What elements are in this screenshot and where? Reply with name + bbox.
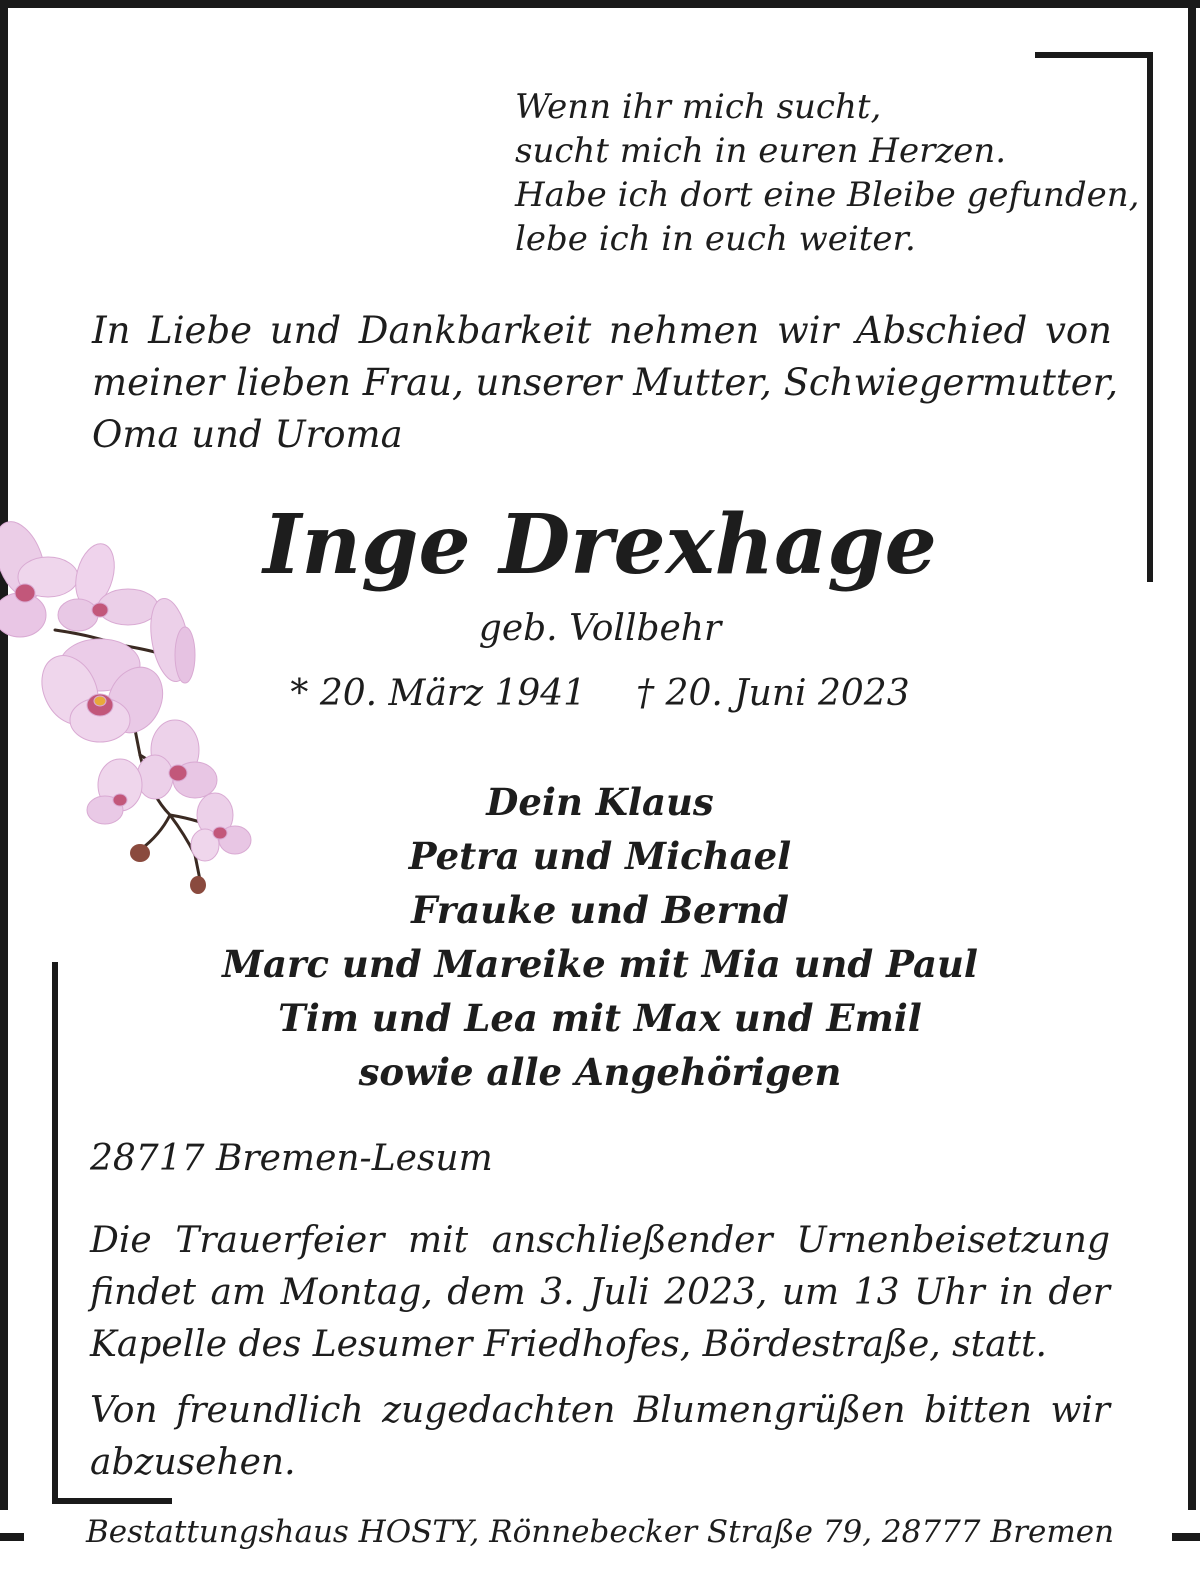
poem-line: Habe ich dort eine Bleibe gefunden, xyxy=(515,175,1140,215)
flowers-line: abzusehen. xyxy=(90,1442,296,1483)
place-line: 28717 Bremen-Lesum xyxy=(90,1138,493,1179)
service-line: findet am Montag, dem 3. Juli 2023, um 13 Uhr in der xyxy=(90,1272,1110,1313)
frame-border-right xyxy=(1188,0,1196,1510)
intro-line: In Liebe und Dankbarkeit nehmen wir Abschied von xyxy=(92,309,1112,352)
mourner-line: Tim und Lea mit Max und Emil xyxy=(278,996,922,1040)
bracket-bottom-left-vertical xyxy=(52,962,58,1504)
mourner-line: Frauke und Bernd xyxy=(411,888,789,932)
intro-line: meiner lieben Frau, unserer Mutter, Schwiegermutter, xyxy=(92,361,1119,404)
flowers-line: Von freundlich zugedachten Blumengrüßen bitten wir xyxy=(90,1390,1110,1431)
frame-border-top xyxy=(0,0,1200,8)
poem xyxy=(515,85,1155,261)
orchid-flower xyxy=(31,639,173,742)
death-date: † 20. Juni 2023 xyxy=(636,673,910,714)
bracket-bottom-left-horizontal xyxy=(52,1498,172,1504)
bracket-top-right-horizontal xyxy=(1035,52,1153,58)
deceased-name: Inge Drexhage xyxy=(263,497,937,593)
mourners-list xyxy=(200,775,1000,1099)
flowers-note xyxy=(90,1385,1110,1489)
frame-tick-bottom-left xyxy=(0,1533,24,1541)
mourner-line: sowie alle Angehörigen xyxy=(358,1050,842,1094)
mourner-line: Marc und Mareike mit Mia und Paul xyxy=(222,942,978,986)
intro-line: Oma und Uroma xyxy=(92,413,403,456)
service-info xyxy=(90,1215,1110,1371)
funeral-home-footer: Bestattungshaus HOSTY, Rönnebecker Straße 79, 28777 Bremen xyxy=(85,1514,1115,1550)
poem-line: Wenn ihr mich sucht, xyxy=(515,87,882,127)
poem-line: sucht mich in euren Herzen. xyxy=(515,131,1007,171)
service-line: Kapelle des Lesumer Friedhofes, Bördestraße, statt. xyxy=(90,1324,1047,1365)
poem-line: lebe ich in euch weiter. xyxy=(515,219,916,259)
intro-text xyxy=(92,305,1119,461)
service-line: Die Trauerfeier mit anschließender Urnenbeisetzung xyxy=(90,1220,1110,1261)
maiden-name: geb. Vollbehr xyxy=(478,608,722,649)
life-dates xyxy=(250,668,950,720)
mourner-line: Dein Klaus xyxy=(486,780,714,824)
orchid-flower xyxy=(87,759,142,824)
mourner-line: Petra und Michael xyxy=(408,834,792,878)
birth-date: * 20. März 1941 xyxy=(290,673,587,714)
frame-tick-bottom-right xyxy=(1172,1533,1200,1541)
